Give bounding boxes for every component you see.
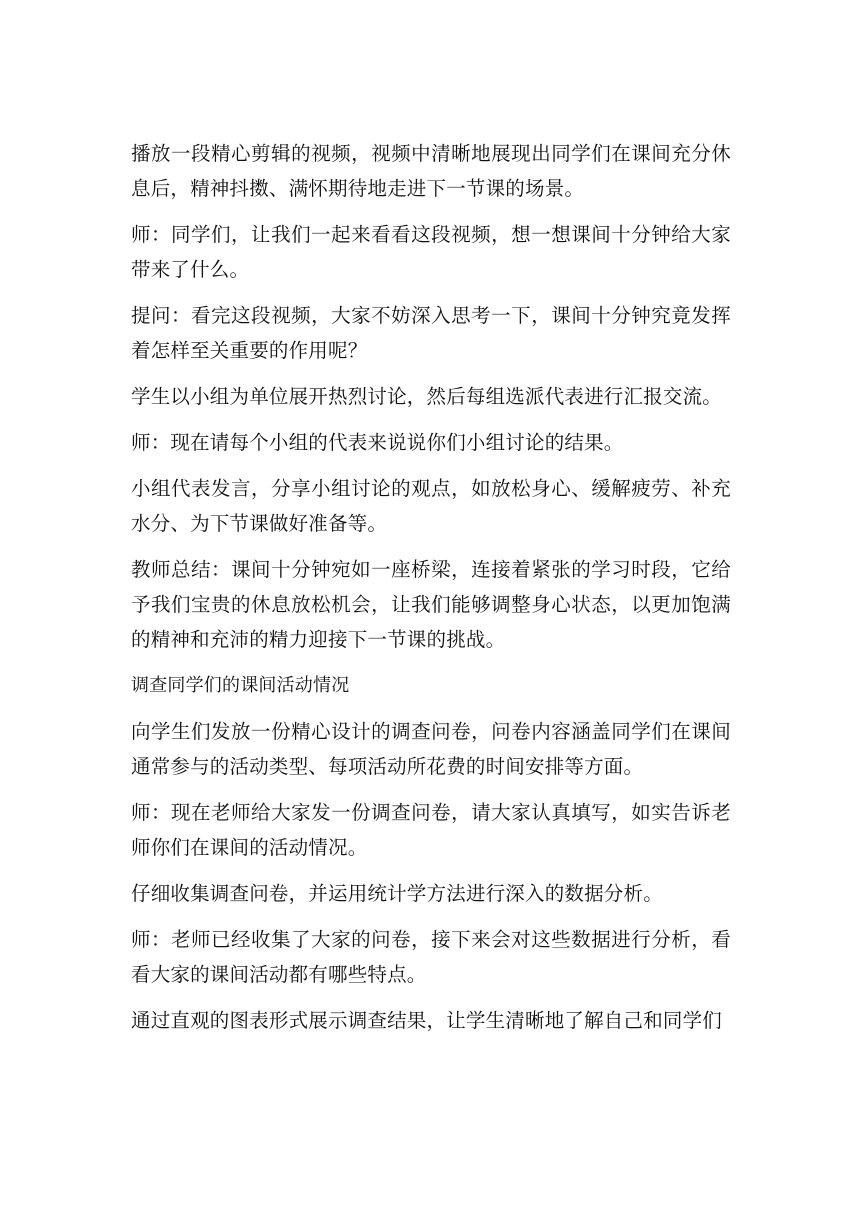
- document-page: [131, 136, 731, 1049]
- paragraph-collect: 仔细收集调查问卷，并运用统计学方法进行深入的数据分析。: [131, 882, 663, 905]
- paragraph-questionnaire: 向学生们发放一份精心设计的调查问卷，问卷内容涵盖同学们在课间通常参与的活动类型、每项活动所花费的时间安排等方面。: [131, 720, 731, 778]
- paragraph-video-intro: 播放一段精心剪辑的视频，视频中清晰地展现出同学们在课间充分休息后，精神抖擞、满怀期待地走进下一节课的场景。: [131, 142, 731, 200]
- paragraph-group-discussion: 学生以小组为单位展开热烈讨论，然后每组选派代表进行汇报交流。: [131, 385, 723, 408]
- section-heading-survey: 调查同学们的课间活动情况: [131, 675, 350, 696]
- paragraph-teacher-summary: 教师总结：课间十分钟宛如一座桥梁，连接着紧张的学习时段，它给予我们宝贵的休息放松机会，让我们能够调整身心状态，以更加饱满的精神和充沛的精力迎接下一节课的挑战。: [131, 558, 731, 651]
- paragraph-teacher-prompt: 师：同学们，让我们一起来看看这段视频，想一想课间十分钟给大家带来了什么。: [131, 223, 731, 281]
- paragraph-question: 提问：看完这段视频，大家不妨深入思考一下，课间十分钟究竟发挥着怎样至关重要的作用呢？: [131, 304, 731, 362]
- paragraph-teacher-request: 师：现在请每个小组的代表来说说你们小组讨论的结果。: [131, 431, 624, 454]
- paragraph-group-report: 小组代表发言，分享小组讨论的观点，如放松身心、缓解疲劳、补充水分、为下节课做好准备等。: [131, 477, 731, 535]
- paragraph-teacher-distribute: 师：现在老师给大家发一份调查问卷，请大家认真填写，如实告诉老师你们在课间的活动情况。: [131, 801, 731, 859]
- paragraph-chart-display: 通过直观的图表形式展示调查结果，让学生清晰地了解自己和同学们: [131, 1009, 723, 1032]
- paragraph-teacher-analyze: 师：老师已经收集了大家的问卷，接下来会对这些数据进行分析，看看大家的课间活动都有哪些特点。: [131, 928, 731, 986]
